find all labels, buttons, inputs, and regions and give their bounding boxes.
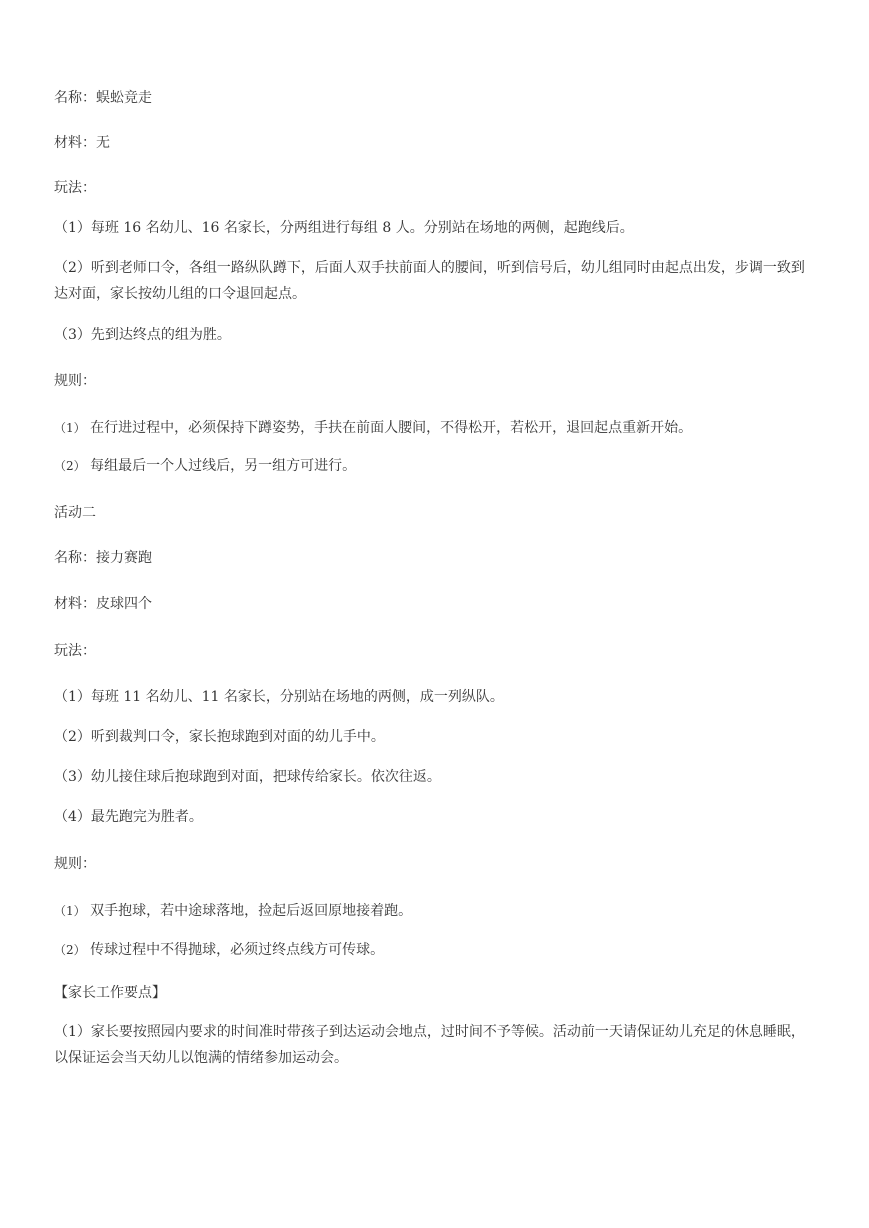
activity2-rule-2 <box>54 940 814 960</box>
activity2-play-1: （1）每班 11 名幼儿、11 名家长，分别站在场地的两侧，成一列纵队。 <box>54 689 504 705</box>
activity2-play-4: （4）最先跑完为胜者。 <box>54 809 203 825</box>
activity1-material: 材料：无 <box>54 135 110 151</box>
activity1-play-3: （3）先到达终点的组为胜。 <box>54 327 231 343</box>
rule-text: 双手抱球，若中途球落地，捡起后返回原地接着跑。 <box>85 903 413 919</box>
activity1-play-1: （1）每班 16 名幼儿、16 名家长，分两组进行每组 8 人。分别站在场地的两侧，起跑线后。 <box>54 220 634 236</box>
activity2-name: 名称：接力赛跑 <box>54 550 152 566</box>
activity2-play-3: （3）幼儿接住球后抱球跑到对面，把球传给家长。依次往返。 <box>54 769 441 785</box>
activity1-rule-1 <box>54 418 814 438</box>
activity1-name: 名称：蜈蚣竞走 <box>54 90 152 106</box>
parent-tips-heading: 【家长工作要点】 <box>54 985 166 1001</box>
parent-tips-item-1: （1）家长要按照园内要求的时间准时带孩子到达运动会地点，过时间不予等候。活动前一天请保证幼儿充足的休息睡眠，以保证运会当天幼儿以饱满的情绪参加运动会。 <box>54 1024 805 1066</box>
rule-number: （2） <box>54 943 86 957</box>
rule-text: 在行进过程中，必须保持下蹲姿势，手扶在前面人腰间，不得松开，若松开，退回起点重新开始。 <box>85 420 693 436</box>
rule-number: （1） <box>54 421 86 435</box>
activity1-play-heading: 玩法： <box>54 180 96 196</box>
activity1-play-2: （2）听到老师口令，各组一路纵队蹲下，后面人双手扶前面人的腰间，听到信号后，幼儿组同时由起点出发，步调一致到达对面，家长按幼儿组的口令退回起点。 <box>54 260 805 302</box>
activity2-title: 活动二 <box>54 505 96 521</box>
activity2-play-heading: 玩法： <box>54 643 96 659</box>
rule-number: （2） <box>54 459 86 473</box>
rule-text: 传球过程中不得抛球，必须过终点线方可传球。 <box>85 942 385 958</box>
activity1-rule-2 <box>54 456 814 476</box>
activity2-rules-heading: 规则： <box>54 856 96 872</box>
rule-number: （1） <box>54 904 86 918</box>
activity2-rule-1 <box>54 901 814 921</box>
activity2-play-2: （2）听到裁判口令，家长抱球跑到对面的幼儿手中。 <box>54 729 385 745</box>
rule-text: 每组最后一个人过线后，另一组方可进行。 <box>85 458 357 474</box>
activity1-rules-heading: 规则： <box>54 373 96 389</box>
activity2-material: 材料：皮球四个 <box>54 596 152 612</box>
